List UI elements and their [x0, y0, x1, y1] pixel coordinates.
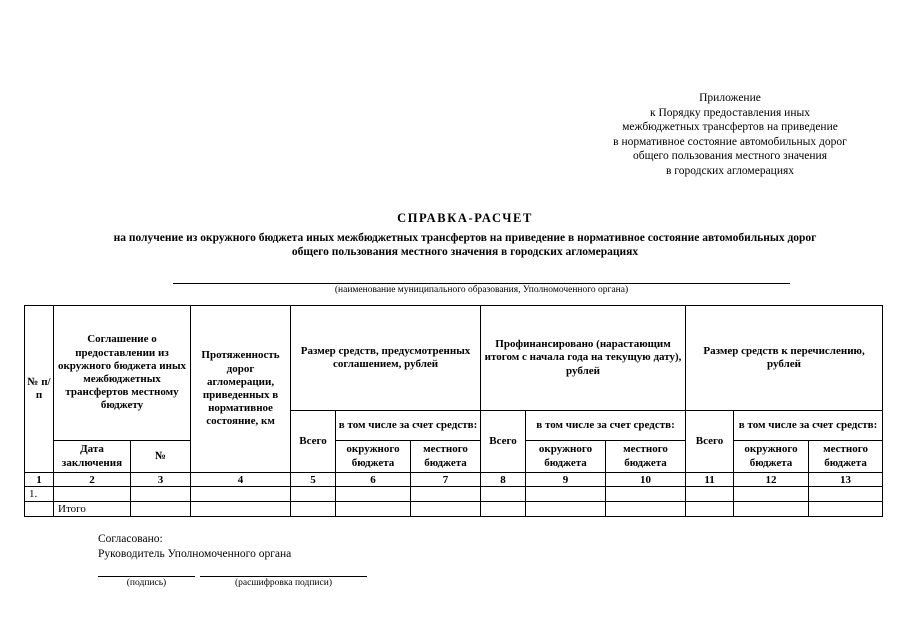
appendix-line: межбюджетных трансфертов на приведение [622, 121, 838, 134]
signature-decoding-line [200, 576, 367, 577]
column-number: 4 [191, 473, 291, 487]
column-number: 10 [606, 473, 686, 487]
column-number: 5 [291, 473, 336, 487]
agreed-label: Согласовано: [98, 533, 163, 545]
th-financed: Профинансировано (нарастающим итогом с начала года на текущую дату), рублей [481, 306, 686, 411]
column-number: 8 [481, 473, 526, 487]
table-cell [336, 502, 411, 517]
column-number: 12 [734, 473, 809, 487]
table-cell [686, 502, 734, 517]
th-local-budget: местного бюджета [411, 441, 481, 473]
appendix-line: к Порядку предоставления иных [650, 106, 810, 119]
th-district-budget: окружного бюджета [526, 441, 606, 473]
column-number: 11 [686, 473, 734, 487]
column-number: 2 [54, 473, 131, 487]
th-total: Всего [481, 411, 526, 473]
table-cell [131, 502, 191, 517]
th-local-budget: местного бюджета [606, 441, 686, 473]
table-cell [191, 487, 291, 502]
th-district-budget: окружного бюджета [734, 441, 809, 473]
th-subgroup: в том числе за счет средств: [734, 411, 883, 441]
th-agreed-amount: Размер средств, предусмотренных соглашением, рублей [291, 306, 481, 411]
head-of-authority-label: Руководитель Уполномоченного органа [98, 548, 292, 560]
signature-decoding-caption: (расшифровка подписи) [235, 578, 332, 588]
table-cell [686, 487, 734, 502]
appendix-line: общего пользования местного значения [632, 150, 828, 163]
table-cell [25, 502, 54, 517]
table-cell [734, 487, 809, 502]
signature-line [98, 576, 195, 577]
table-cell [291, 487, 336, 502]
appendix-line: Приложение [699, 92, 761, 104]
appendix-block [585, 91, 875, 179]
th-agreement-num: № [131, 441, 191, 473]
appendix-line: в нормативное состояние автомобильных дорог [613, 135, 847, 148]
table-cell [809, 502, 883, 517]
total-row [25, 502, 883, 517]
table-cell [526, 487, 606, 502]
document-subtitle [30, 232, 900, 259]
calculation-table [24, 305, 883, 517]
th-num: № п/п [25, 306, 54, 473]
org-name-line [173, 283, 790, 284]
row-number-cell: 1. [25, 487, 54, 502]
column-number: 7 [411, 473, 481, 487]
column-number: 13 [809, 473, 883, 487]
table-cell [54, 487, 131, 502]
table-cell [481, 502, 526, 517]
th-date: Дата заключения [54, 441, 131, 473]
appendix-line: в городских агломерациях [665, 164, 795, 177]
table-cell [411, 487, 481, 502]
column-number: 9 [526, 473, 606, 487]
table-cell [606, 487, 686, 502]
th-total: Всего [686, 411, 734, 473]
column-numbers-row [25, 473, 883, 487]
th-agreement: Соглашение о предоставлении из окружного бюджета иных межбюджетных трансфертов местному бюджету [54, 306, 191, 441]
th-subgroup: в том числе за счет средств: [526, 411, 686, 441]
document-title: СПРАВКА-РАСЧЕТ [397, 211, 533, 225]
th-length: Протяженность дорог агломерации, приведенных в нормативное состояние, км [191, 306, 291, 473]
subtitle-line: общего пользования местного значения в городских агломерациях [291, 245, 639, 258]
org-name-caption: (наименование муниципального образования, Уполномоченного органа) [334, 285, 629, 295]
total-label-cell: Итого [54, 502, 131, 517]
table-cell [191, 502, 291, 517]
th-local-budget: местного бюджета [809, 441, 883, 473]
column-number: 3 [131, 473, 191, 487]
table-cell [734, 502, 809, 517]
table-cell [336, 487, 411, 502]
table-cell [411, 502, 481, 517]
table-cell [481, 487, 526, 502]
th-subgroup: в том числе за счет средств: [336, 411, 481, 441]
column-number: 6 [336, 473, 411, 487]
th-district-budget: окружного бюджета [336, 441, 411, 473]
signature-caption: (подпись) [126, 578, 167, 588]
table-cell [291, 502, 336, 517]
th-to-transfer: Размер средств к перечислению, рублей [686, 306, 883, 411]
th-total: Всего [291, 411, 336, 473]
table-cell [131, 487, 191, 502]
table-cell [606, 502, 686, 517]
table-row [25, 487, 883, 502]
table-cell [809, 487, 883, 502]
subtitle-line: на получение из окружного бюджета иных межбюджетных трансфертов на приведение в нормативное состояние автомобильных дорог [113, 232, 817, 244]
table-cell [526, 502, 606, 517]
column-number: 1 [25, 473, 54, 487]
